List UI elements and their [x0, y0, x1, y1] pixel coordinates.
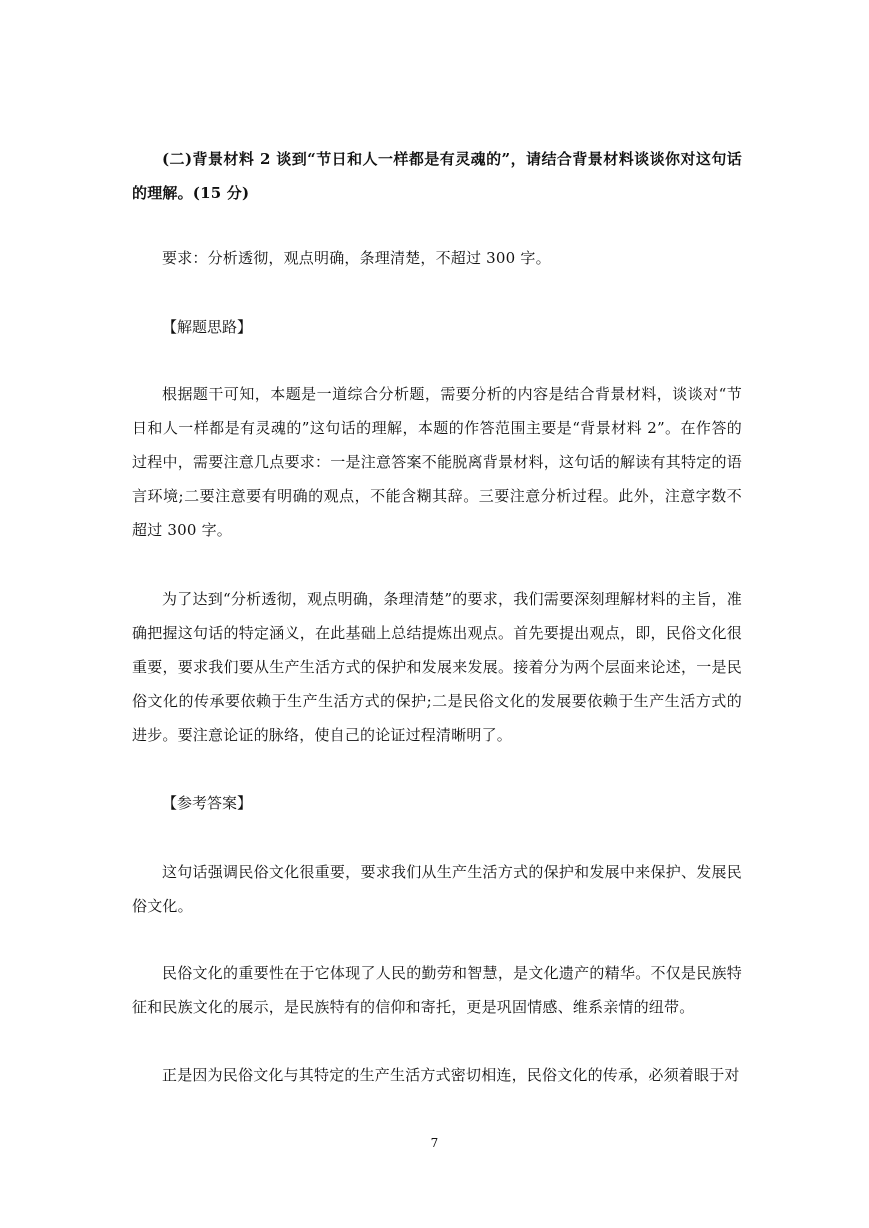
page-number: 7 — [430, 1136, 439, 1150]
thinking-paragraph-2: 为了达到“分析透彻，观点明确，条理清楚”的要求，我们需要深刻理解材料的主旨，准确把握这句话的特定涵义，在此基础上总结提炼出观点。首先要提出观点，即，民俗文化很重要，要求我们要从生产生活方式的保护和发展来发展。接着分为两个层面来论述，一是民俗文化的传承要依赖于生产生活方式的保护;二是民俗文化的发展要依赖于生产生活方式的进步。要注意论证的脉络，使自己的论证过程清晰明了。 — [132, 590, 742, 744]
section-title-answer: 【参考答案】 — [162, 794, 253, 812]
requirement-text: 要求：分析透彻，观点明确，条理清楚，不超过 300 字。 — [162, 249, 551, 267]
answer-paragraph-2: 民俗文化的重要性在于它体现了人民的勤劳和智慧，是文化遗产的精华。不仅是民族特征和民族文化的展示，是民族特有的信仰和寄托，更是巩固情感、维系亲情的纽带。 — [132, 964, 742, 1016]
answer-paragraph-3: 正是因为民俗文化与其特定的生产生活方式密切相连，民俗文化的传承，必须着眼于对 — [162, 1066, 740, 1084]
section-title-thinking: 【解题思路】 — [162, 318, 253, 336]
thinking-paragraph-1: 根据题干可知，本题是一道综合分析题，需要分析的内容是结合背景材料，谈谈对“节日和人一样都是有灵魂的”这句话的理解，本题的作答范围主要是“背景材料 2”。在作答的过程中，需要注意几点要求：一是注意答案不能脱离背景材料，这句话的解读有其特定的语言环境;二要注意要有明确的观点，不能含糊其辞。三要注意分析过程。此外，注意字数不超过 300 字。 — [132, 385, 742, 539]
answer-paragraph-1: 这句话强调民俗文化很重要，要求我们从生产生活方式的保护和发展中来保护、发展民俗文化。 — [132, 863, 742, 915]
question-text: (二)背景材料 2 谈到“节日和人一样都是有灵魂的”，请结合背景材料谈谈你对这句话的理解。(15 分) — [132, 150, 742, 202]
